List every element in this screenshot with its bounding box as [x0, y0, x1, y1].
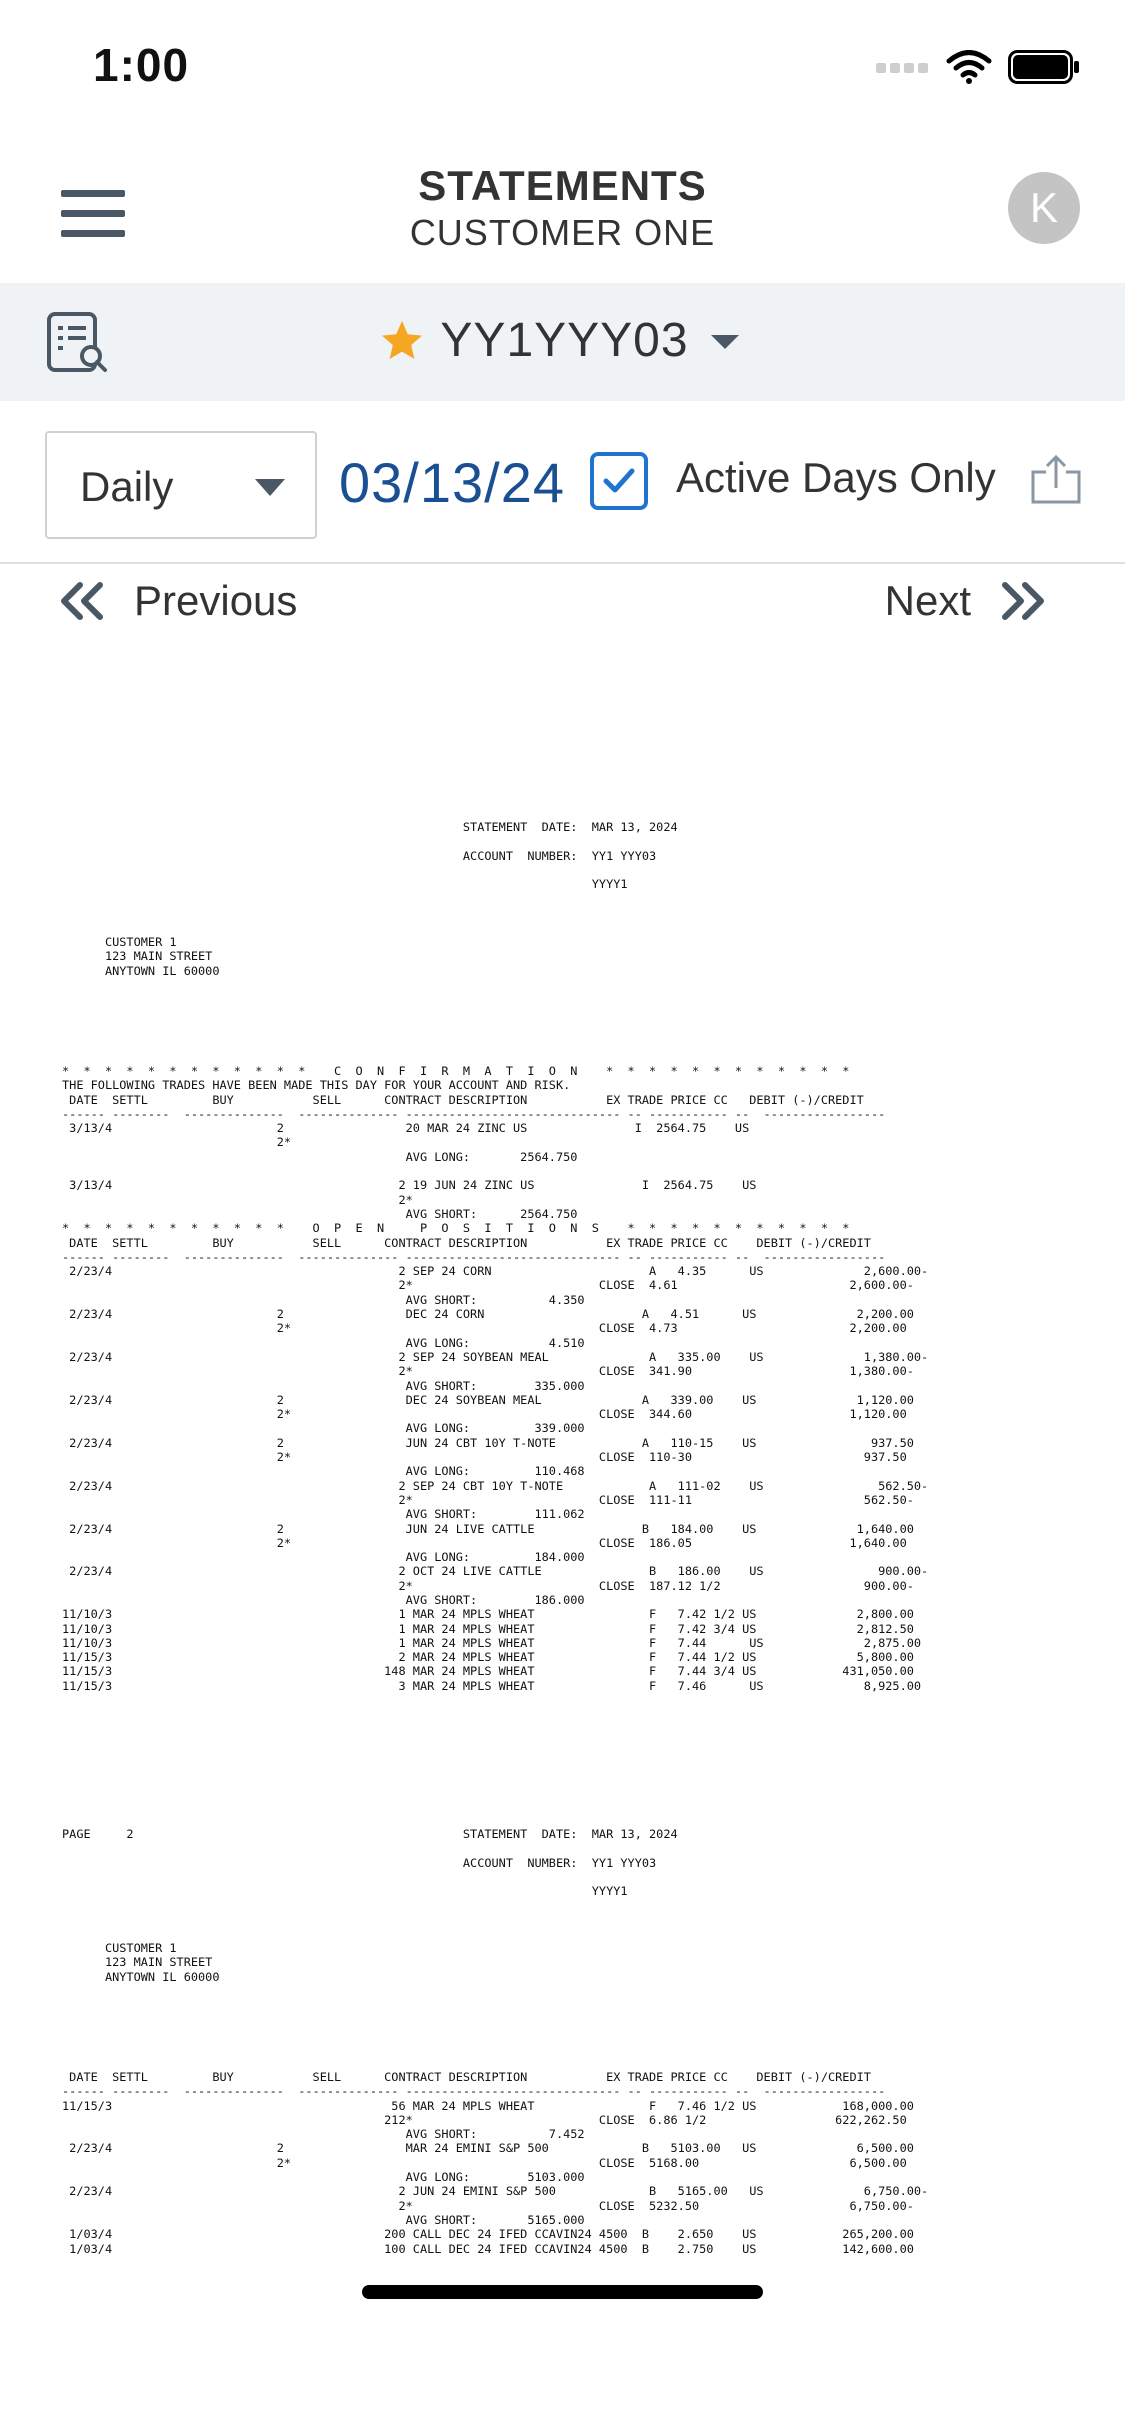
avatar[interactable]: K	[1008, 172, 1080, 244]
share-icon[interactable]	[1029, 454, 1083, 506]
account-bar	[0, 283, 1125, 401]
page2-customer-address: CUSTOMER 1 123 MAIN STREET ANYTOWN IL 60000	[104, 1941, 220, 1984]
page1-customer-address: CUSTOMER 1 123 MAIN STREET ANYTOWN IL 60000	[104, 935, 220, 978]
page2-statement-header: PAGE 2 STATEMENT DATE: MAR 13, 2024 ACCOUNT NUMBER: YY1 YYY03 YYYY1	[62, 1827, 678, 1899]
previous-button[interactable]	[58, 577, 297, 625]
chevron-down-icon	[703, 329, 747, 353]
next-button[interactable]	[885, 577, 1047, 625]
double-chevron-right-icon	[999, 581, 1047, 621]
status-bar	[0, 0, 1125, 140]
checkmark-icon	[598, 460, 640, 502]
page1-trades-body: * * * * * * * * * * * * C O N F I R M A T I O N * * * * * * * * * * * * THE FOLLOWING TRADES HAVE BEEN MADE THIS DAY FOR YOUR ACCOUNT AND RISK. DATE SETTL BUY SELL CONTRACT DESCRIPTION EX TRADE PRICE CC DEBIT (-)/CREDIT ------ -------- -------------- -------------- ------------------------------ -- ----------- -- ----------------- 3/13/4 2 20 MAR 24 ZINC US I 2564.75 US 2* AVG LONG: 2564.750 3/13/4 2 19 JUN 24 ZINC US I 2564.75 US 2* AVG SHORT: 2564.750 * * * * * * * * * * * O P E N P O S I T I O N S * * * * * * * * * * * DATE SETTL BUY SELL CONTRACT DESCRIPTION EX TRADE PRICE CC DEBIT (-)/CREDIT ------ -------- -------------- -------------- ------------------------------ -- ----------- -- ----------------- 2/23/4 2 SEP 24 CORN A 4.35 US 2,600.00- 2* CLOSE 4.61 2,600.00- AVG SHORT: 4.350 2/23/4 2 DEC 24 CORN A 4.51 US 2,200.00 2* CLOSE 4.73 2,200.00 AVG LONG: 4.510 2/23/4 2 SEP 24 SOYBEAN MEAL A 335.00 US 1,380.00- 2* CLOSE 341.90 1,380.00- AVG SHORT: 335.000 2/23/4 2 DEC 24 SOYBEAN MEAL A 339.00 US 1,120.00 2* CLOSE 344.60 1,120.00 AVG LONG: 339.000 2/23/4 2 JUN 24 CBT 10Y T-NOTE A 110-15 US 937.50 2* CLOSE 110-30 937.50 AVG LONG: 110.468 2/23/4 2 SEP 24 CBT 10Y T-NOTE A 111-02 US 562.50- 2* CLOSE 111-11 562.50- AVG SHORT: 111.062 2/23/4 2 JUN 24 LIVE CATTLE B 184.00 US 1,640.00 2* CLOSE 186.05 1,640.00 AVG LONG: 184.000 2/23/4 2 OCT 24 LIVE CATTLE B 186.00 US 900.00- 2* CLOSE 187.12 1/2 900.00- AVG SHORT: 186.000 11/10/3 1 MAR 24 MPLS WHEAT F 7.42 1/2 US 2,800.00 11/10/3 1 MAR 24 MPLS WHEAT F 7.42 3/4 US 2,812.50 11/10/3 1 MAR 24 MPLS WHEAT F 7.44 US 2,875.00 11/15/3 2 MAR 24 MPLS WHEAT F 7.44 1/2 US 5,800.00 11/15/3 148 MAR 24 MPLS WHEAT F 7.44 3/4 US 431,050.00 11/15/3 3 MAR 24 MPLS WHEAT F 7.46 US 8,925.00	[62, 1064, 929, 1693]
statement-date[interactable]: 03/13/24	[339, 451, 565, 514]
page1-statement-header: STATEMENT DATE: MAR 13, 2024 ACCOUNT NUMBER: YY1 YYY03 YYYY1	[462, 820, 678, 892]
page-subtitle: CUSTOMER ONE	[409, 212, 716, 253]
wifi-icon	[946, 50, 992, 84]
page-title: STATEMENTS	[418, 162, 707, 209]
previous-label: Previous	[134, 577, 298, 624]
status-time: 1:00	[93, 39, 190, 91]
dropdown-caret-icon	[255, 479, 285, 496]
page2-positions-body: DATE SETTL BUY SELL CONTRACT DESCRIPTION EX TRADE PRICE CC DEBIT (-)/CREDIT ------ -------- -------------- -------------- ------------------------------ -- ----------- -- ----------------- 11/15/3 56 MAR 24 MPLS WHEAT F 7.46 1/2 US 168,000.00 212* CLOSE 6.86 1/2 622,262.50 AVG SHORT: 7.452 2/23/4 2 MAR 24 EMINI S&P 500 B 5103.00 US 6,500.00 2* CLOSE 5168.00 6,500.00 AVG LONG: 5103.000 2/23/4 2 JUN 24 EMINI S&P 500 B 5165.00 US 6,750.00- 2* CLOSE 5232.50 6,750.00- AVG SHORT: 5165.000 1/03/4 200 CALL DEC 24 IFED CCAVIN24 4500 B 2.650 US 265,200.00 1/03/4 100 CALL DEC 24 IFED CCAVIN24 4500 B 2.750 US 142,600.00	[62, 2070, 929, 2256]
app-header	[0, 140, 1125, 282]
status-icons	[876, 50, 1080, 84]
cellular-signal-icon	[876, 60, 930, 74]
period-value: Daily	[80, 463, 174, 510]
battery-icon	[1008, 50, 1080, 84]
period-dropdown[interactable]	[45, 431, 317, 539]
next-label: Next	[884, 577, 971, 624]
statement-document[interactable]	[0, 643, 1125, 2263]
active-days-checkbox[interactable]	[590, 452, 648, 510]
statement-controls	[0, 402, 1125, 564]
star-icon	[378, 317, 426, 365]
pager	[0, 563, 1125, 643]
account-code: YY1YYY03	[440, 314, 689, 367]
account-selector[interactable]	[0, 313, 1125, 368]
double-chevron-left-icon	[58, 581, 106, 621]
active-days-label[interactable]: Active Days Only	[676, 454, 996, 501]
home-indicator	[362, 2285, 763, 2299]
